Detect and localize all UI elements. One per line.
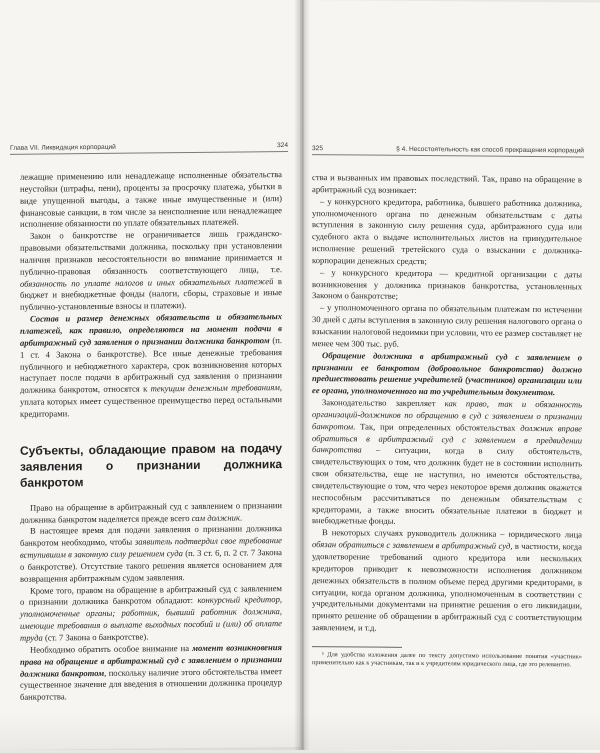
section-title: § 4. Несостоятельность как способ прекращения корпораций	[396, 145, 584, 155]
paragraph: Кроме того, правом на обращение в арбитражный суд с заявлением о признании должника банкротом обладают: конкурсный кредитор, уполномоченные органы; работник, бывший работник должника, имеющие требования о выплате выходных пособий и (или) об оплате труда (ст. 7 Закона о банкротстве).	[20, 582, 283, 643]
book-gutter-shadow	[294, 0, 310, 750]
left-running-header	[10, 138, 288, 155]
paragraph: лежащие применению или ненадлежаще исполненные обязательства неустойки (штрафы, пени), проценты за просрочку платежа, убытки в виде упущенной выгоды, а также иные имущественные и (или) финансовые санкции, в том числе за неисполнение или ненадлежащее исполнение обязанности по уплате обязательных платежей.	[20, 169, 282, 230]
paragraph: Закон о банкротстве не ограничивается лишь гражданско-правовыми обязательствами должника, поскольку при установлении наличия признаков несостоятельности во внимание принимается и публично-правовая обязанность соответствующего лица, т.е. обязанность по уплате налогов и иных обязательных платежей в бюджет и внебюджетные фонды (налоги, сборы, страховые и иные публично-установленные взносы и платежи).	[20, 228, 282, 313]
footnote: ¹ Для удобства изложения далее по тексту допустимо использование понятия «участник» применительно как к участникам, так и к учредителям юридического лица, где это релевантно.	[312, 651, 582, 669]
right-running-header	[312, 141, 584, 157]
footnote-divider	[312, 646, 402, 648]
paragraph: Право на обращение в арбитражный суд с заявлением о признании должника банкротом наделяется прежде всего сам должник.	[20, 499, 282, 525]
paragraph: ства и вызванных им правовых последствий. Так, право на обращение в арбитражный суд возникает:	[312, 172, 582, 195]
right-page-number: 325	[312, 145, 324, 153]
paragraph: Обращение должника в арбитражный суд с заявлением о признании ее банкротом (добровольное банкротство) должно предшествовать решение учредителей (участников) организации или ее органа, уполномоченного на то учредительным документом.	[312, 349, 582, 398]
list-item: – у конкурсного кредитора, работника, бывшего работника должника, уполномоченного органа по денежным обязательствам с даты вступления в законную силу решения суда, арбитражного суда или судебного акта о выдаче исполнительных листов на принудительное исполнение решений третейского суда о взыскании с должника-корпорации денежных средств;	[312, 195, 582, 266]
chapter-title: Глава VII. Ликвидация корпораций	[10, 143, 116, 152]
page-shading	[0, 710, 600, 750]
paragraph: В настоящее время для подачи заявления о признании должника банкротом необходимо, чтобы заявитель подтвердил свое требование вступившим в законную силу решением суда (п. 3 ст. 6, п. 2 ст. 7 Закона о банкротстве). Отсутствие такого решения является основанием для возвращения арбитражным судом заявления.	[20, 523, 282, 584]
right-text-column	[312, 172, 582, 670]
left-text-column	[20, 169, 282, 704]
right-page	[304, 0, 600, 753]
paragraph: Необходимо обратить особое внимание на момент возникновения права на обращение в арбитражный суд с заявлением о признании должника банкротом, поскольку наличие этого обстоятельства имеет существенное значение для введения в отношении должника процедур банкротства.	[20, 641, 282, 703]
paragraph: В некоторых случаях руководитель должника – юридического лица обязан обратиться с заявлением в арбитражный суд, в частности, когда удовлетворение требований одного кредитора или нескольких кредиторов приводит к невозможности исполнения должником денежных обязательств в полном объеме перед другими кредиторами, в ситуации, когда органом должника, уполномоченным в соответствии с учредительными документами на принятие решения о его ликвидации, принято решение об обращении в арбитражный суд с соответствующим заявлением, и т.д.	[312, 527, 582, 633]
section-heading: Субъекты, обладающие правом на подачу заявления о признании должника банкротом	[20, 440, 282, 490]
paragraph: Законодательство закрепляет как право, так и обязанность организаций-должников по обращению в суд с заявлением о признании банкротом. Так, при определенных обстоятельствах должник вправе обратиться в арбитражный суд с заявлением в предвидении банкротства – ситуации, когда в силу обстоятельств, свидетельствующих о том, что должник будет не в состоянии исполнить свои обязательства, еще не наступил, но имеются обстоятельства, свидетельствующие о том, что через некоторое время должник окажется неспособным рассчитываться по денежным обязательствам с кредиторами, а также вносить обязательные платежи в бюджет и внебюджетные фонды.	[312, 397, 582, 527]
paragraph: Состав и размер денежных обязательств и обязательных платежей, как правило, определяются на момент подачи в арбитражный суд заявления о признании должника банкротом (п. 1 ст. 4 Закона о банкротстве). Все иные денежные требования публичного и небюджетного характера, срок возникновения которых наступает после подачи в арбитражный суд заявления о признании должника банкротом, относятся к текущим денежным требованиям, уплата которых имеет существенное преимущество перед остальными кредиторами.	[20, 311, 282, 419]
list-item: – у конкурсного кредитора — кредитной организации с даты возникновения у должника признаков банкротства, установленных Законом о банкротстве;	[312, 266, 582, 302]
left-page-number: 324	[276, 141, 288, 150]
list-item: – у уполномоченного органа по обязательным платежам по истечении 30 дней с даты вступления в законную силу решения налогового органа о взыскании налоговой недоимки при условии, что ее размер составляет не менее чем 300 тыс. руб.	[312, 302, 582, 349]
left-page	[0, 0, 300, 750]
